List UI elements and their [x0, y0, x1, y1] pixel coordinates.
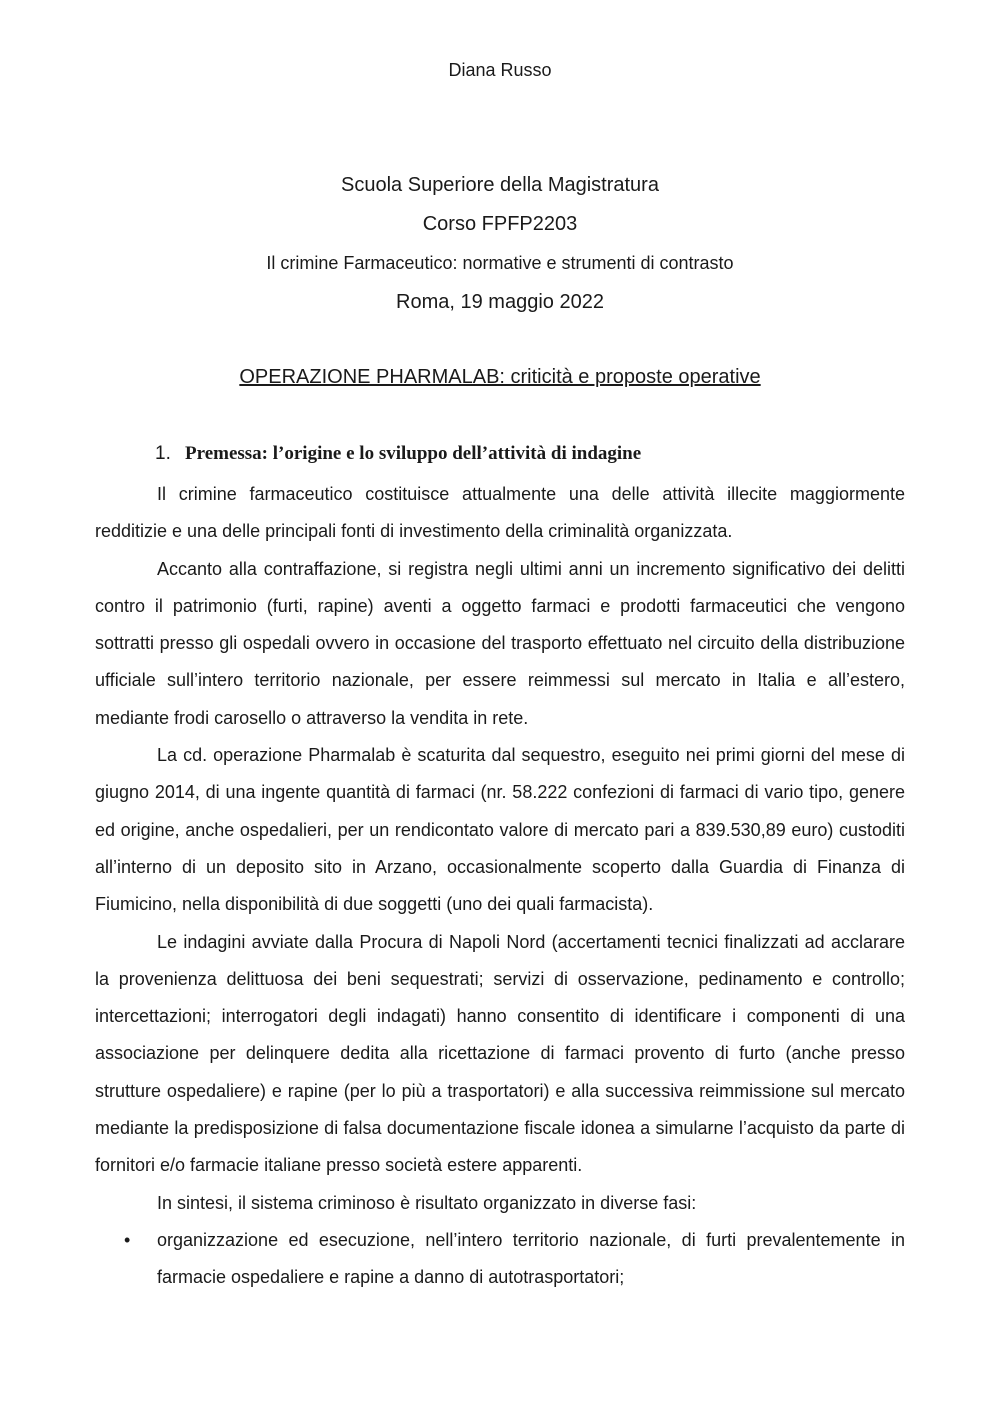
list-item	[95, 1222, 905, 1297]
paragraph: In sintesi, il sistema criminoso è risultato organizzato in diverse fasi:	[157, 1192, 697, 1213]
paragraph: La cd. operazione Pharmalab è scaturita dal sequestro, eseguito nei primi giorni del mese di giugno 2014, di una ingente quantità di farmaci (nr. 58.222 confezioni di farmaci di vario tipo, genere ed origine, anche ospedalieri, per un rendicontato valore di mercato pari a 839.530,89 euro) custoditi all’interno di un deposito sito in Arzano, occasionalmente scoperto dalla Guardia di Finanza di Fiumicino, nella disponibilità di due soggetti (uno dei quali farmacista).	[95, 745, 905, 915]
course-code: Corso FPFP2203	[422, 213, 578, 235]
paragraph: Il crimine farmaceutico costituisce attualmente una delle attività illecite maggiormente redditizie e una delle principali fonti di investimento della criminalità organizzata.	[95, 484, 905, 542]
document-header	[0, 166, 1000, 322]
section-heading	[155, 443, 641, 465]
paragraph: Le indagini avviate dalla Procura di Napoli Nord (accertamenti tecnici finalizzati ad acclarare la provenienza delittuosa dei beni sequestrati; servizi di osservazione, pedinamento e controllo; intercettazioni; interrogatori degli indagati) hanno consentito di identificare i componenti di una associazione per delinquere dedita alla ricettazione di farmaci provento di furto (anche presso strutture ospedaliere) e rapine (per lo più a trasportatori) e alla successiva reimmissione sul mercato mediante la predisposizione di falsa documentazione fiscale idonea a simularne l’acquisto da parte di fornitori e/o farmacie italiane presso società estere apparenti.	[95, 931, 905, 1176]
section-number: 1.	[155, 443, 171, 464]
body-text	[95, 476, 905, 1297]
paragraph: Accanto alla contraffazione, si registra negli ultimi anni un incremento significativo dei delitti contro il patrimonio (furti, rapine) aventi a oggetto farmaci e prodotti farmaceutici che vengono sottratti presso gli ospedali ovvero in occasione del trasporto effettuato nel circuito della distribuzione ufficiale sull’intero territorio nazionale, per essere reimmessi sul mercato in Italia e all’estero, mediante frodi carosello o attraverso la vendita in rete.	[95, 558, 905, 728]
document-title	[0, 366, 1000, 389]
document-title-text: OPERAZIONE PHARMALAB: criticità e proposte operative	[239, 366, 761, 388]
bullet-list	[95, 1222, 905, 1297]
course-subject: Il crimine Farmaceutico: normative e strumenti di contrasto	[266, 253, 734, 273]
place-date: Roma, 19 maggio 2022	[396, 291, 604, 313]
author-name: Diana Russo	[448, 60, 552, 80]
bullet-icon: •	[124, 1229, 131, 1250]
school-name: Scuola Superiore della Magistratura	[341, 174, 659, 196]
section-heading-text: Premessa: l’origine e lo sviluppo dell’attività di indagine	[185, 443, 642, 464]
list-item-text: organizzazione ed esecuzione, nell’intero territorio nazionale, di furti prevalentemente in farmacie ospedaliere e rapine a danno di autotrasportatori;	[157, 1229, 905, 1288]
